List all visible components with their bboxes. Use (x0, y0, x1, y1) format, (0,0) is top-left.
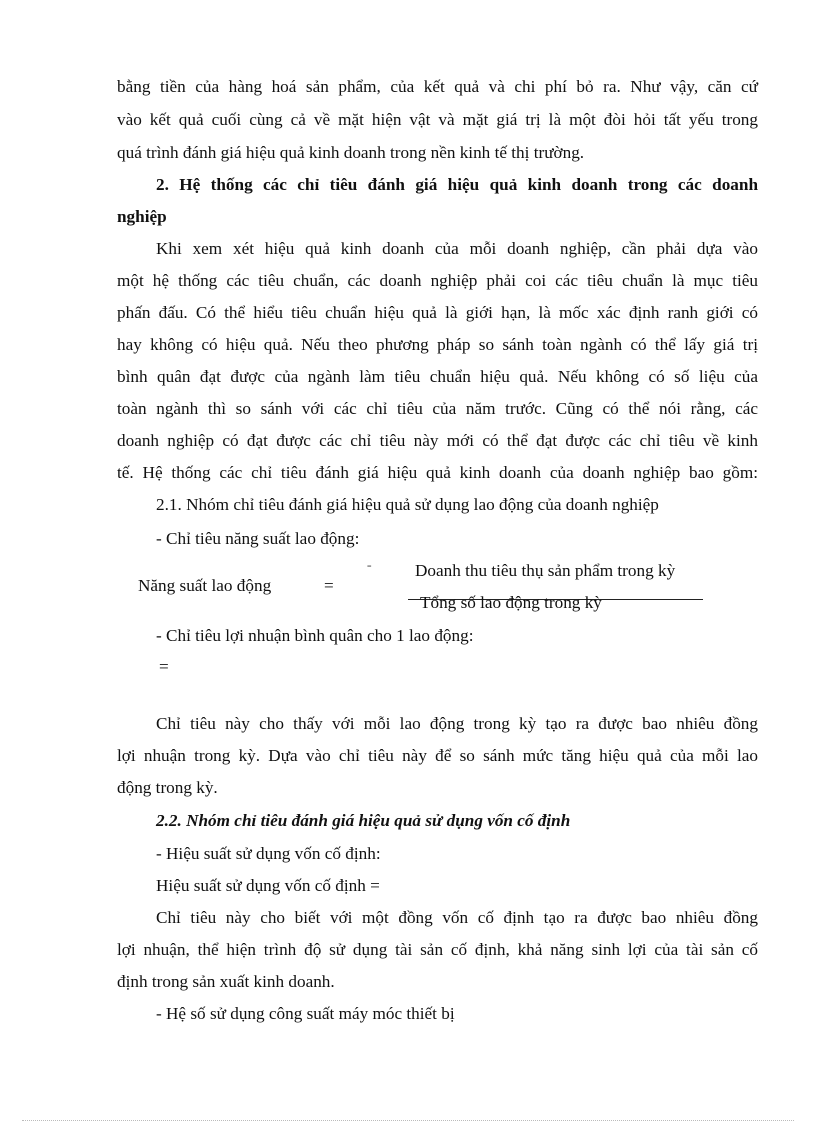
formula-numerator: Doanh thu tiêu thụ sản phẩm trong kỳ (415, 561, 676, 580)
bullet-item: - Chỉ tiêu năng suất lao động: (156, 529, 360, 548)
paragraph-line: một hệ thống các tiêu chuẩn, các doanh nghiệp phải coi các tiêu chuẩn là mục tiêu (117, 271, 758, 290)
subsection-title: 2.2. Nhóm chỉ tiêu đánh giá hiệu quả sử dụng vốn cố định (156, 811, 571, 830)
text-line: vào kết quả cuối cùng cả về mặt hiện vật và mặt giá trị là một đòi hỏi tất yếu trong (117, 110, 758, 129)
bullet-item: - Chỉ tiêu lợi nhuận bình quân cho 1 lao động: (156, 626, 474, 645)
formula-label: Năng suất lao động (138, 576, 272, 595)
text-line: bằng tiền của hàng hoá sản phẩm, của kết quả và chi phí bỏ ra. Như vậy, căn cứ (117, 77, 758, 96)
paragraph-line: Chỉ tiêu này cho thấy với mỗi lao động trong kỳ tạo ra được bao nhiêu đồng (156, 714, 758, 733)
paragraph-line: định trong sản xuất kinh doanh. (117, 972, 335, 991)
paragraph-line: bình quân đạt được của ngành làm tiêu chuẩn hiệu quả. Nếu không có số liệu của (117, 367, 758, 386)
paragraph-line: Khi xem xét hiệu quả kinh doanh của mỗi doanh nghiệp, cần phải dựa vào (156, 239, 758, 258)
paragraph-line: lợi nhuận, thể hiện trình độ sử dụng tài sản cố định, khả năng sinh lợi của tài sản cố (117, 940, 758, 959)
section-heading-continued: nghiệp (117, 207, 167, 226)
paragraph-line: động trong kỳ. (117, 778, 218, 797)
bullet-item: - Hệ số sử dụng công suất máy móc thiết bị (156, 1004, 455, 1023)
section-heading: 2. Hệ thống các chỉ tiêu đánh giá hiệu quả kinh doanh trong các doanh (156, 175, 758, 194)
paragraph-line: phấn đấu. Có thể hiểu tiêu chuẩn hiệu quả là giới hạn, là mốc xác định ranh giới có (117, 303, 758, 322)
formula-denominator: Tổng số lao động trong kỳ (420, 593, 602, 612)
formula-equals: = (324, 576, 334, 595)
subsection-title: 2.1. Nhóm chỉ tiêu đánh giá hiệu quả sử dụng lao động của doanh nghiệp (156, 495, 659, 514)
formula-line: Hiệu suất sử dụng vốn cố định = (156, 876, 380, 895)
bullet-item: - Hiệu suất sử dụng vốn cố định: (156, 844, 381, 863)
paragraph-line: doanh nghiệp có đạt được các chỉ tiêu này mới có thể đạt được các chỉ tiêu về kinh (117, 431, 758, 450)
paragraph-line: Chỉ tiêu này cho biết với một đồng vốn cố định tạo ra được bao nhiêu đồng (156, 908, 758, 927)
paragraph-line: toàn ngành thì so sánh với các chỉ tiêu của năm trước. Cũng có thể nói rằng, các (117, 399, 758, 418)
formula-equals: = (159, 657, 169, 676)
paragraph-line: tế. Hệ thống các chỉ tiêu đánh giá hiệu quả kinh doanh của doanh nghiệp bao gồm: (117, 463, 758, 482)
paragraph-line: hay không có hiệu quả. Nếu theo phương pháp so sánh toàn ngành có thể lấy giá trị (117, 335, 758, 354)
formula-small-mark: = (367, 562, 372, 571)
page-bottom-border (22, 1120, 794, 1121)
text-line: quá trình đánh giá hiệu quả kinh doanh trong nền kinh tế thị trường. (117, 143, 585, 162)
paragraph-line: lợi nhuận trong kỳ. Dựa vào chỉ tiêu này để so sánh mức tăng hiệu quả của mỗi lao (117, 746, 758, 765)
